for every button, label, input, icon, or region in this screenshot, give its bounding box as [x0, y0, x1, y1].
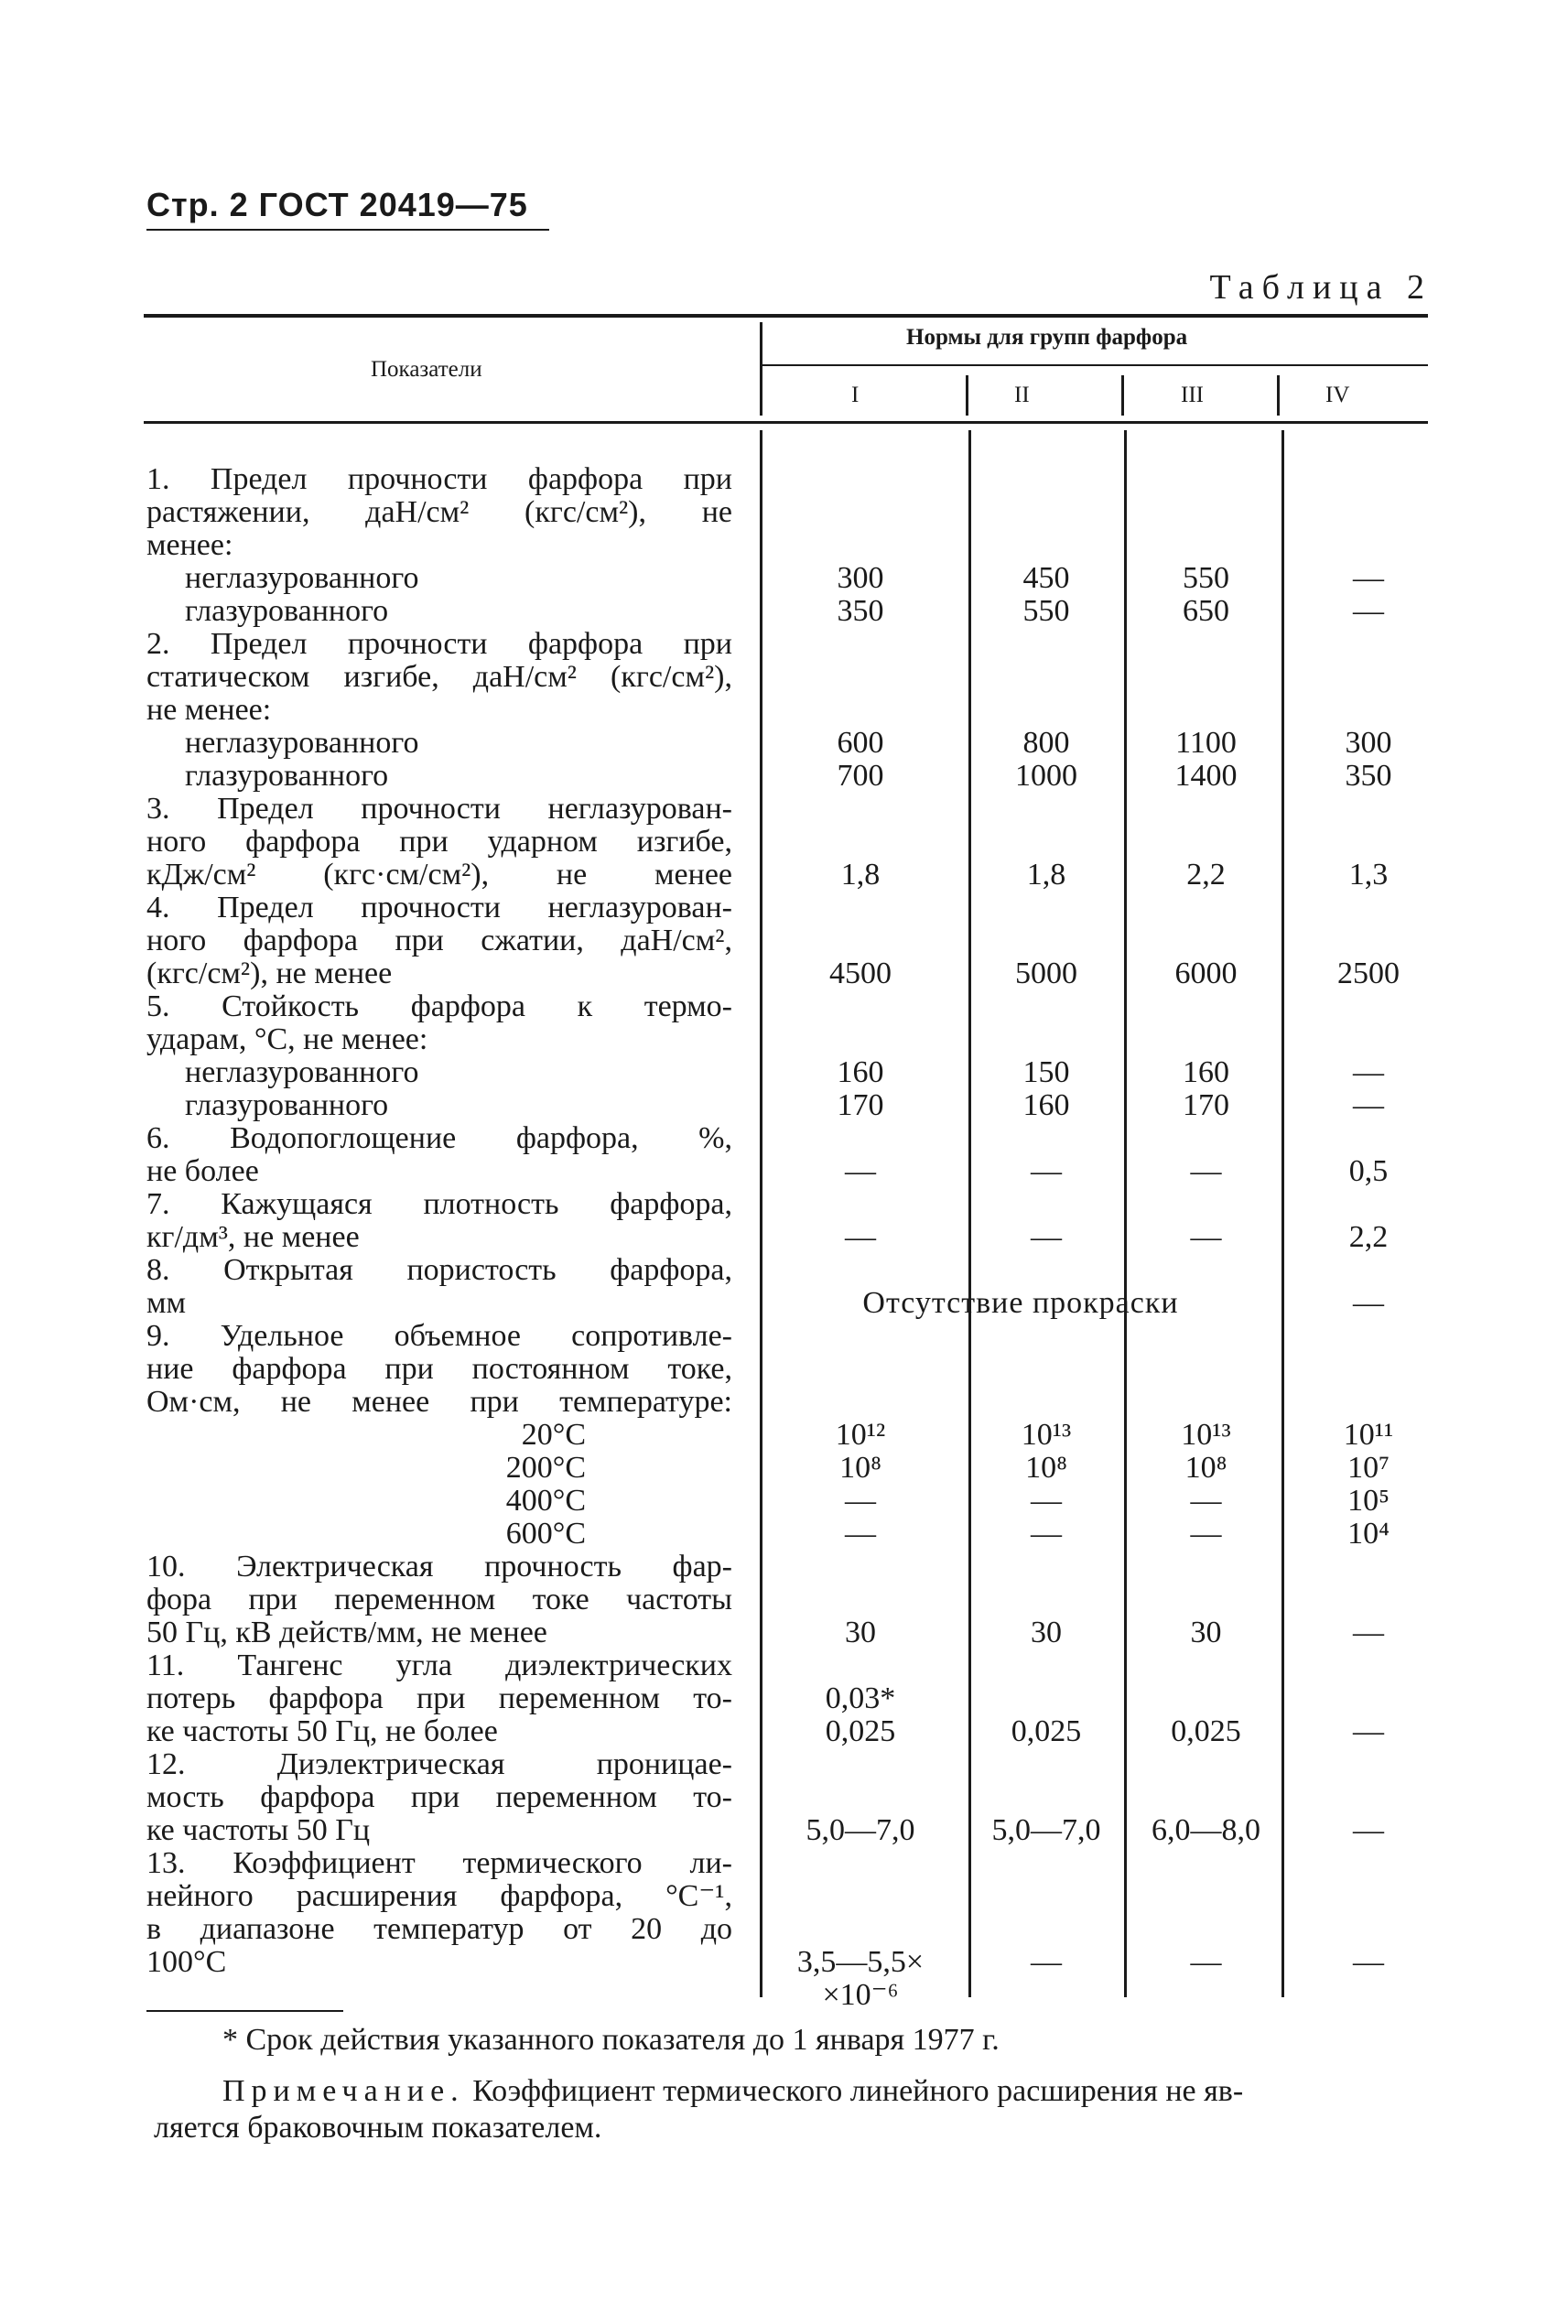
- indicator-line: кДж/см² (кгс·см/см²), не менее: [146, 858, 732, 892]
- cell-value: —: [1353, 1813, 1384, 1847]
- indicator-line: статическом изгибе, даН/см² (кгс/см²),: [146, 660, 732, 694]
- cell-value: 160: [1183, 1055, 1229, 1089]
- cell-value: —: [1190, 1517, 1222, 1551]
- cell-value: 3,5—5,5×: [796, 1945, 925, 1979]
- cell-value: 0,025: [1011, 1714, 1082, 1748]
- header-divider: [1277, 375, 1280, 416]
- cell-value: 10¹¹: [1343, 1418, 1394, 1452]
- indicator-line: менее:: [146, 528, 233, 562]
- indicator-line: растяжении, даН/см² (кгс/см²), не: [146, 495, 732, 529]
- cell-value: 550: [1183, 561, 1229, 595]
- cell-value: 160: [837, 1055, 884, 1089]
- indicator-line: 12. Диэлектрическая проницае-: [146, 1747, 732, 1781]
- cell-value: 170: [837, 1088, 884, 1122]
- indicator-line: 1. Предел прочности фарфора при: [146, 462, 732, 496]
- cell-value: 1,3: [1348, 858, 1389, 892]
- cell-value: 1400: [1174, 759, 1238, 793]
- cell-value: 10⁸: [839, 1451, 881, 1485]
- cell-value: 6,0—8,0: [1152, 1813, 1260, 1847]
- cell-value: 350: [1345, 759, 1392, 793]
- indicator-line: ного фарфора при сжатии, даН/см²,: [146, 924, 732, 957]
- indicator-line: ударам, °С, не менее:: [146, 1022, 428, 1056]
- indicator-line: не более: [146, 1154, 259, 1188]
- body-divider: [1124, 430, 1127, 1997]
- indicator-line: 600°С: [505, 1517, 586, 1551]
- cell-value: 10¹³: [1021, 1418, 1072, 1452]
- cell-value: 5,0—7,0: [806, 1813, 915, 1847]
- indicator-line: 6. Водопоглощение фарфора, %,: [146, 1121, 732, 1155]
- indicator-line: неглазурованного: [185, 1055, 419, 1089]
- indicator-line: 13. Коэффициент термического ли-: [146, 1846, 732, 1880]
- column-header-norms: Нормы для групп фарфора: [906, 325, 1188, 350]
- header-divider: [760, 322, 762, 416]
- cell-value: 10⁸: [1025, 1451, 1067, 1485]
- cell-value: 10⁸: [1184, 1451, 1227, 1485]
- cell-value: —: [1031, 1484, 1062, 1518]
- cell-value: 300: [837, 561, 884, 595]
- cell-value: 170: [1183, 1088, 1229, 1122]
- cell-value: 1,8: [1026, 858, 1066, 892]
- cell-value: —: [1353, 1286, 1384, 1320]
- header-divider: [966, 375, 968, 416]
- page-header: Стр. 2 ГОСТ 20419—75: [146, 186, 528, 223]
- cell-value: 1,8: [840, 858, 881, 892]
- cell-value: —: [845, 1154, 876, 1188]
- cell-value: 1100: [1175, 726, 1237, 760]
- cell-value: —: [845, 1517, 876, 1551]
- indicator-line: глазурованного: [185, 594, 389, 628]
- body-divider: [968, 430, 971, 1997]
- footnote: * Срок действия указанного показателя до 1 января 1977 г.: [222, 2023, 1000, 2057]
- indicator-line: (кгс/см²), не менее: [146, 957, 393, 990]
- footnote-rule: [146, 2010, 343, 2012]
- body-divider: [1281, 430, 1284, 1997]
- indicator-line: Ом·см, не менее при температуре:: [146, 1385, 732, 1419]
- cell-value: 1000: [1015, 759, 1077, 793]
- body-divider: [760, 430, 762, 1997]
- cell-value: 160: [1022, 1088, 1070, 1122]
- cell-value: 10⁵: [1347, 1484, 1390, 1518]
- indicator-line: 10. Электрическая прочность фар-: [146, 1550, 732, 1584]
- cell-value: 650: [1183, 594, 1229, 628]
- cell-value: —: [1190, 1154, 1222, 1188]
- cell-value: 10⁷: [1347, 1451, 1390, 1485]
- cell-value: 5000: [1015, 957, 1077, 990]
- indicator-line: 400°С: [505, 1484, 586, 1518]
- indicator-line: 11. Тангенс угла диэлектрических: [146, 1648, 732, 1682]
- cell-value: 30: [1031, 1616, 1062, 1649]
- cell-value: 150: [1022, 1055, 1070, 1089]
- indicator-line: потерь фарфора при переменном то-: [146, 1681, 732, 1715]
- cell-value: 30: [1190, 1616, 1222, 1649]
- group-header-2: II: [1014, 383, 1030, 407]
- cell-value: 550: [1022, 594, 1070, 628]
- cell-value: 350: [837, 594, 884, 628]
- cell-value: —: [1031, 1154, 1062, 1188]
- indicator-line: 3. Предел прочности неглазурован-: [146, 792, 732, 826]
- indicator-line: глазурованного: [185, 759, 389, 793]
- cell-value: 4500: [829, 957, 892, 990]
- cell-value: 0,025: [825, 1714, 896, 1748]
- header-divider: [1121, 375, 1124, 416]
- indicator-line: 7. Кажущаяся плотность фарфора,: [146, 1187, 732, 1221]
- cell-value: 0,03*: [825, 1681, 896, 1715]
- indicator-line: 5. Стойкость фарфора к термо-: [146, 989, 732, 1023]
- indicator-line: мм: [146, 1286, 187, 1320]
- group-header-1: I: [851, 383, 860, 407]
- note-continuation: ляется браковочным показателем.: [154, 2111, 602, 2145]
- cell-value: 800: [1022, 726, 1070, 760]
- cell-value: —: [1353, 1616, 1384, 1649]
- indicator-line: в диапазоне температур от 20 до: [146, 1912, 732, 1946]
- cell-value: 10¹³: [1181, 1418, 1231, 1452]
- header-bottom-rule: [144, 421, 1428, 424]
- cell-value: 2,2: [1186, 858, 1226, 892]
- indicator-line: ние фарфора при постоянном токе,: [146, 1352, 732, 1386]
- cell-value: ×10⁻⁶: [822, 1978, 899, 2012]
- norms-underline: [762, 364, 1428, 366]
- cell-value: —: [845, 1220, 876, 1254]
- indicator-line: 2. Предел прочности фарфора при: [146, 627, 732, 661]
- indicator-line: глазурованного: [185, 1088, 389, 1122]
- merged-value: Отсутствие прокраски: [862, 1286, 1179, 1320]
- indicator-line: ного фарфора при ударном изгибе,: [146, 825, 732, 859]
- indicator-line: фора при переменном токе частоты: [146, 1583, 732, 1616]
- indicator-line: 50 Гц, кВ действ/мм, не менее: [146, 1616, 547, 1649]
- cell-value: —: [1031, 1517, 1062, 1551]
- cell-value: —: [845, 1484, 876, 1518]
- cell-value: —: [1353, 1088, 1384, 1122]
- indicator-line: 4. Предел прочности неглазурован-: [146, 891, 732, 924]
- cell-value: 2,2: [1348, 1220, 1389, 1254]
- group-header-4: IV: [1325, 383, 1350, 407]
- indicator-line: кг/дм³, не менее: [146, 1220, 360, 1254]
- cell-value: 10¹²: [835, 1418, 886, 1452]
- cell-value: 6000: [1174, 957, 1238, 990]
- indicator-line: нейного расширения фарфора, °С⁻¹,: [146, 1879, 732, 1913]
- cell-value: 700: [837, 759, 884, 793]
- cell-value: —: [1031, 1945, 1062, 1979]
- indicator-line: неглазурованного: [185, 726, 419, 760]
- indicator-line: ке частоты 50 Гц: [146, 1813, 371, 1847]
- cell-value: —: [1353, 1055, 1384, 1089]
- indicator-line: неглазурованного: [185, 561, 419, 595]
- note: [222, 2073, 1243, 2110]
- cell-value: —: [1190, 1220, 1222, 1254]
- cell-value: —: [1190, 1945, 1222, 1979]
- note-text-1: Коэффициент термического линейного расширения не яв-: [472, 2074, 1244, 2108]
- cell-value: —: [1031, 1220, 1062, 1254]
- group-header-3: III: [1181, 383, 1204, 407]
- table-label: Таблица 2: [1209, 268, 1433, 307]
- cell-value: —: [1190, 1484, 1222, 1518]
- cell-value: 5,0—7,0: [991, 1813, 1101, 1847]
- indicator-line: 100°С: [146, 1945, 227, 1979]
- indicator-line: 200°С: [505, 1451, 586, 1485]
- cell-value: 2500: [1337, 957, 1400, 990]
- indicator-line: мость фарфора при переменном то-: [146, 1780, 732, 1814]
- cell-value: —: [1353, 561, 1384, 595]
- cell-value: 0,025: [1171, 1714, 1241, 1748]
- cell-value: —: [1353, 594, 1384, 628]
- cell-value: 30: [845, 1616, 876, 1649]
- cell-value: 600: [837, 726, 884, 760]
- column-header-indicators: Показатели: [371, 357, 482, 382]
- cell-value: —: [1353, 1714, 1384, 1748]
- indicator-line: 20°С: [521, 1418, 586, 1452]
- indicator-line: 9. Удельное объемное сопротивле-: [146, 1319, 732, 1353]
- cell-value: 450: [1022, 561, 1070, 595]
- note-label: Примечание.: [222, 2074, 465, 2108]
- cell-value: 10⁴: [1347, 1517, 1390, 1551]
- cell-value: 300: [1345, 726, 1392, 760]
- table-top-rule: [144, 314, 1428, 318]
- indicator-line: не менее:: [146, 693, 272, 727]
- cell-value: 0,5: [1348, 1154, 1389, 1188]
- header-rule: [146, 229, 549, 231]
- indicator-line: ке частоты 50 Гц, не более: [146, 1714, 498, 1748]
- indicator-line: 8. Открытая пористость фарфора,: [146, 1253, 732, 1287]
- cell-value: —: [1353, 1945, 1384, 1979]
